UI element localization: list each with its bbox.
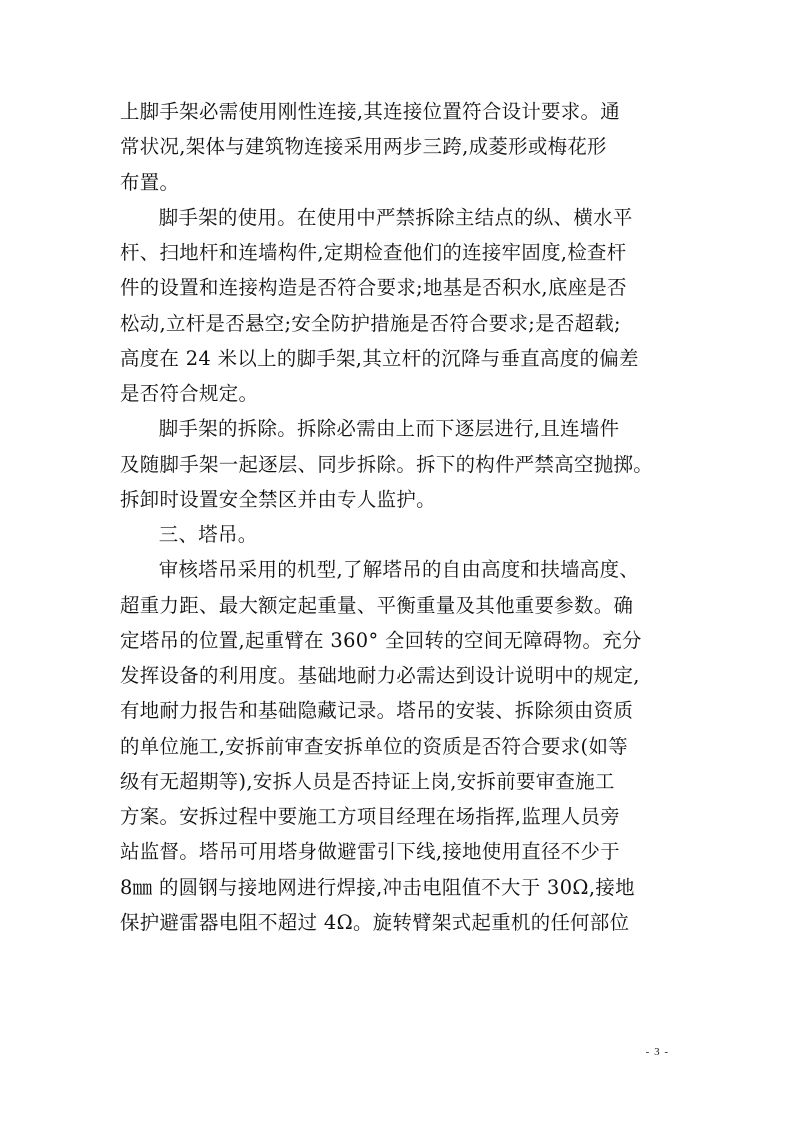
text-line: 件的设置和连接构造是否符合要求;地基是否积水,底座是否 xyxy=(120,276,627,300)
page-number: - 3 - xyxy=(645,1046,669,1058)
text-line: 超重力距、最大额定起重量、平衡重量及其他重要参数。确 xyxy=(120,593,634,617)
text-line: 布置。 xyxy=(120,170,180,194)
text-line: 站监督。塔吊可用塔身做避雷引下线,接地使用直径不少于 xyxy=(120,840,621,864)
text-line: 及随脚手架一起逐层、同步拆除。拆下的构件严禁高空抛掷。 xyxy=(120,452,653,476)
paragraph-1 xyxy=(120,94,680,200)
text-line: 有地耐力报告和基础隐藏记录。塔吊的安装、拆除须由资质 xyxy=(120,699,634,723)
text-line: 脚手架的拆除。拆除必需由上而下逐层进行,且连墙件 xyxy=(158,417,620,441)
body-text xyxy=(120,94,680,940)
text-line: 是否符合规定。 xyxy=(120,382,259,405)
text-line: 常状况,架体与建筑物连接采用两步三跨,成菱形或梅花形 xyxy=(120,135,607,159)
text-line: 松动,立杆是否悬空;安全防护措施是否符合要求;是否超载; xyxy=(120,311,621,335)
text-line: 的单位施工,安拆前审查安拆单位的资质是否符合要求(如等 xyxy=(120,734,628,758)
text-line: 发挥设备的利用度。基础地耐力必需达到设计说明中的规定, xyxy=(120,664,640,687)
text-line: 定塔吊的位置,起重臂在 360° 全回转的空间无障碍物。充分 xyxy=(120,628,642,652)
text-line: 审核塔吊采用的机型,了解塔吊的自由高度和扶墙高度、 xyxy=(158,558,640,582)
paragraph-4 xyxy=(120,552,680,940)
section-heading xyxy=(120,517,680,552)
text-line: 脚手架的使用。在使用中严禁拆除主结点的纵、横水平 xyxy=(158,205,633,229)
text-line: 级有无超期等),安拆人员是否持证上岗,安拆前要审查施工 xyxy=(120,769,615,793)
text-line: 保护避雷器电阻不超过 4Ω。旋转臂架式起重机的任何部位 xyxy=(120,910,630,934)
text-line: 8㎜ 的圆钢与接地网进行焊接,冲击电阻值不大于 30Ω,接地 xyxy=(120,875,635,899)
text-line: 三、塔吊。 xyxy=(158,523,258,546)
text-line: 方案。安拆过程中要施工方项目经理在场指挥,监理人员旁 xyxy=(120,805,621,828)
text-line: 杆、扫地杆和连墙构件,定期检查他们的连接牢固度,检查杆 xyxy=(120,241,627,264)
paragraph-3 xyxy=(120,411,680,517)
text-line: 拆卸时设置安全禁区并由专人监护。 xyxy=(120,487,436,511)
text-line: 上脚手架必需使用刚性连接,其连接位置符合设计要求。通 xyxy=(120,100,621,123)
text-line: 高度在 24 米以上的脚手架,其立杆的沉降与垂直高度的偏差 xyxy=(120,346,639,370)
paragraph-2 xyxy=(120,200,680,412)
